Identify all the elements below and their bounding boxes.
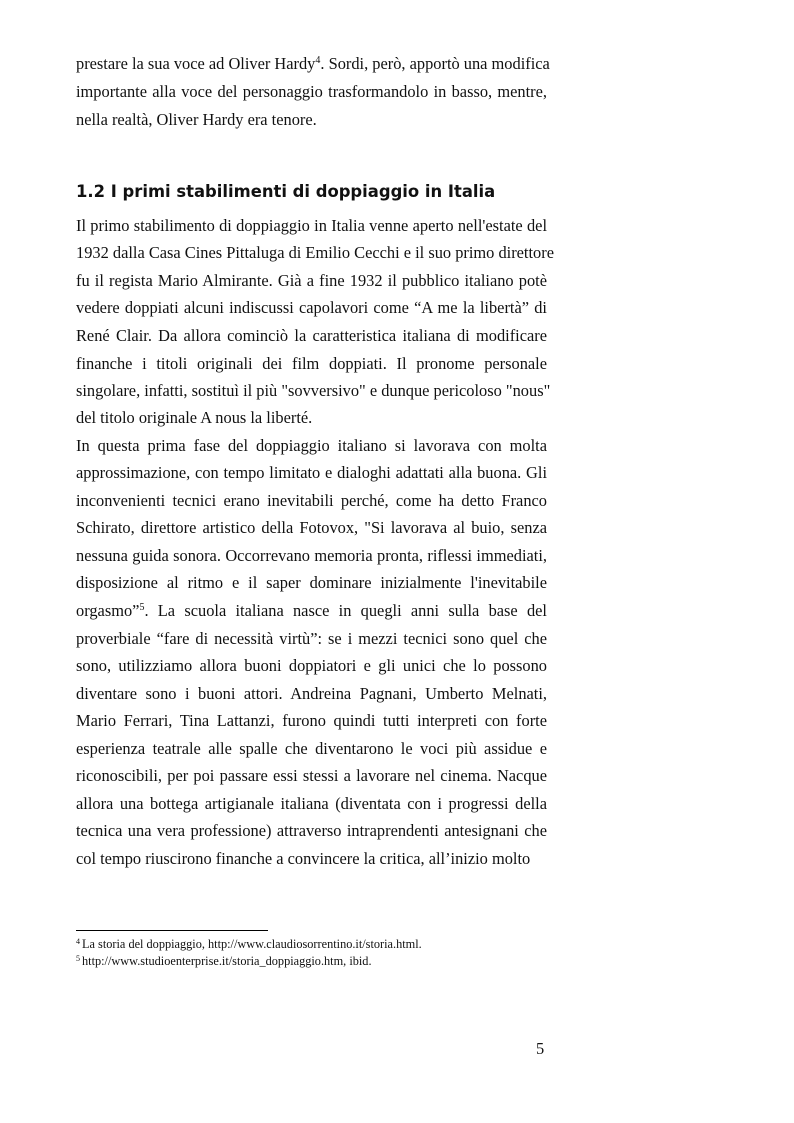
body-line: finanche i titoli originali dei film doppiati. Il pronome personale bbox=[76, 354, 547, 373]
page-number: 5 bbox=[536, 1039, 545, 1058]
section-heading: 1.2 I primi stabilimenti di doppiaggio in Italia bbox=[76, 182, 496, 201]
footnote-text[interactable]: La storia del doppiaggio, http://www.claudiosorrentino.it/storia.html. bbox=[82, 937, 422, 951]
body-line: col tempo riuscirono finanche a convincere la critica, all’inizio molto bbox=[76, 849, 531, 868]
body-line: Il primo stabilimento di doppiaggio in Italia venne aperto nell'estate del bbox=[76, 216, 547, 235]
body-line: 1932 dalla Casa Cines Pittaluga di Emilio Cecchi e il suo primo direttore bbox=[76, 243, 554, 262]
body-line: Schirato, direttore artistico della Fotovox, "Si lavorava al buio, senza bbox=[76, 518, 547, 537]
body-line: Mario Ferrari, Tina Lattanzi, furono quindi tutti interpreti con forte bbox=[76, 711, 547, 730]
body-line: fu il regista Mario Almirante. Già a fine 1932 il pubblico italiano potè bbox=[76, 271, 547, 290]
body-line: disposizione al ritmo e il saper dominare inizialmente l'inevitabile bbox=[76, 573, 547, 592]
footnote-ref-5[interactable]: 5 bbox=[139, 602, 145, 613]
body-line: proverbiale “fare di necessità virtù”: se i mezzi tecnici sono quel che bbox=[76, 629, 547, 648]
body-line: importante alla voce del personaggio trasformandolo in basso, mentre, bbox=[76, 82, 547, 101]
body-line: del titolo originale A nous la liberté. bbox=[76, 408, 313, 427]
body-line: sono, utilizziamo allora buoni doppiatori e gli unici che lo possono bbox=[76, 656, 547, 675]
body-line: tecnica una vera professione) attraverso intraprendenti antesignani che bbox=[76, 821, 547, 840]
body-line: nessuna guida sonora. Occorrevano memoria pronta, riflessi immediati, bbox=[76, 546, 547, 565]
footnote-4: $^4$ La storia del doppiaggio, http://www.claudiosorrentino.it/storia.html. bbox=[76, 937, 422, 951]
footnote-ref-4[interactable]: 4 bbox=[315, 55, 321, 66]
body-line: esperienza teatrale alle spalle che diventarono le voci più assidue e bbox=[76, 739, 547, 758]
footnote-separator bbox=[76, 930, 268, 931]
body-line: vedere doppiati alcuni indiscussi capolavori come “A me la libertà” di bbox=[76, 298, 547, 317]
footnote-5: $^5$ http://www.studioenterprise.it/storia_doppiaggio.htm, ibid. bbox=[76, 954, 372, 968]
body-line: René Clair. Da allora cominciò la caratteristica italiana di modificare bbox=[76, 326, 547, 345]
footnote-text[interactable]: http://www.studioenterprise.it/storia_doppiaggio.htm, ibid. bbox=[82, 954, 372, 968]
body-line: nella realtà, Oliver Hardy era tenore. bbox=[76, 110, 317, 129]
body-line: prestare la sua voce ad Oliver Hardy$^4$. Sordi, però, apportò una modifica bbox=[76, 54, 550, 73]
body-line: singolare, infatti, sostituì il più "sovversivo" e dunque pericoloso "nous" bbox=[76, 381, 551, 400]
body-line: allora una bottega artigianale italiana (diventata con i progressi della bbox=[76, 794, 547, 813]
body-line: approssimazione, con tempo limitato e dialoghi adattati alla buona. Gli bbox=[76, 463, 547, 482]
body-line: In questa prima fase del doppiaggio italiano si lavorava con molta bbox=[76, 436, 547, 455]
body-line: inconvenienti tecnici erano inevitabili perché, come ha detto Franco bbox=[76, 491, 547, 510]
body-line: orgasmo”$^5$. La scuola italiana nasce in quegli anni sulla base del bbox=[76, 601, 547, 620]
body-line: diventare sono i buoni attori. Andreina Pagnani, Umberto Melnati, bbox=[76, 684, 547, 703]
body-line: riconoscibili, per poi passare essi stessi a lavorare nel cinema. Nacque bbox=[76, 766, 547, 785]
